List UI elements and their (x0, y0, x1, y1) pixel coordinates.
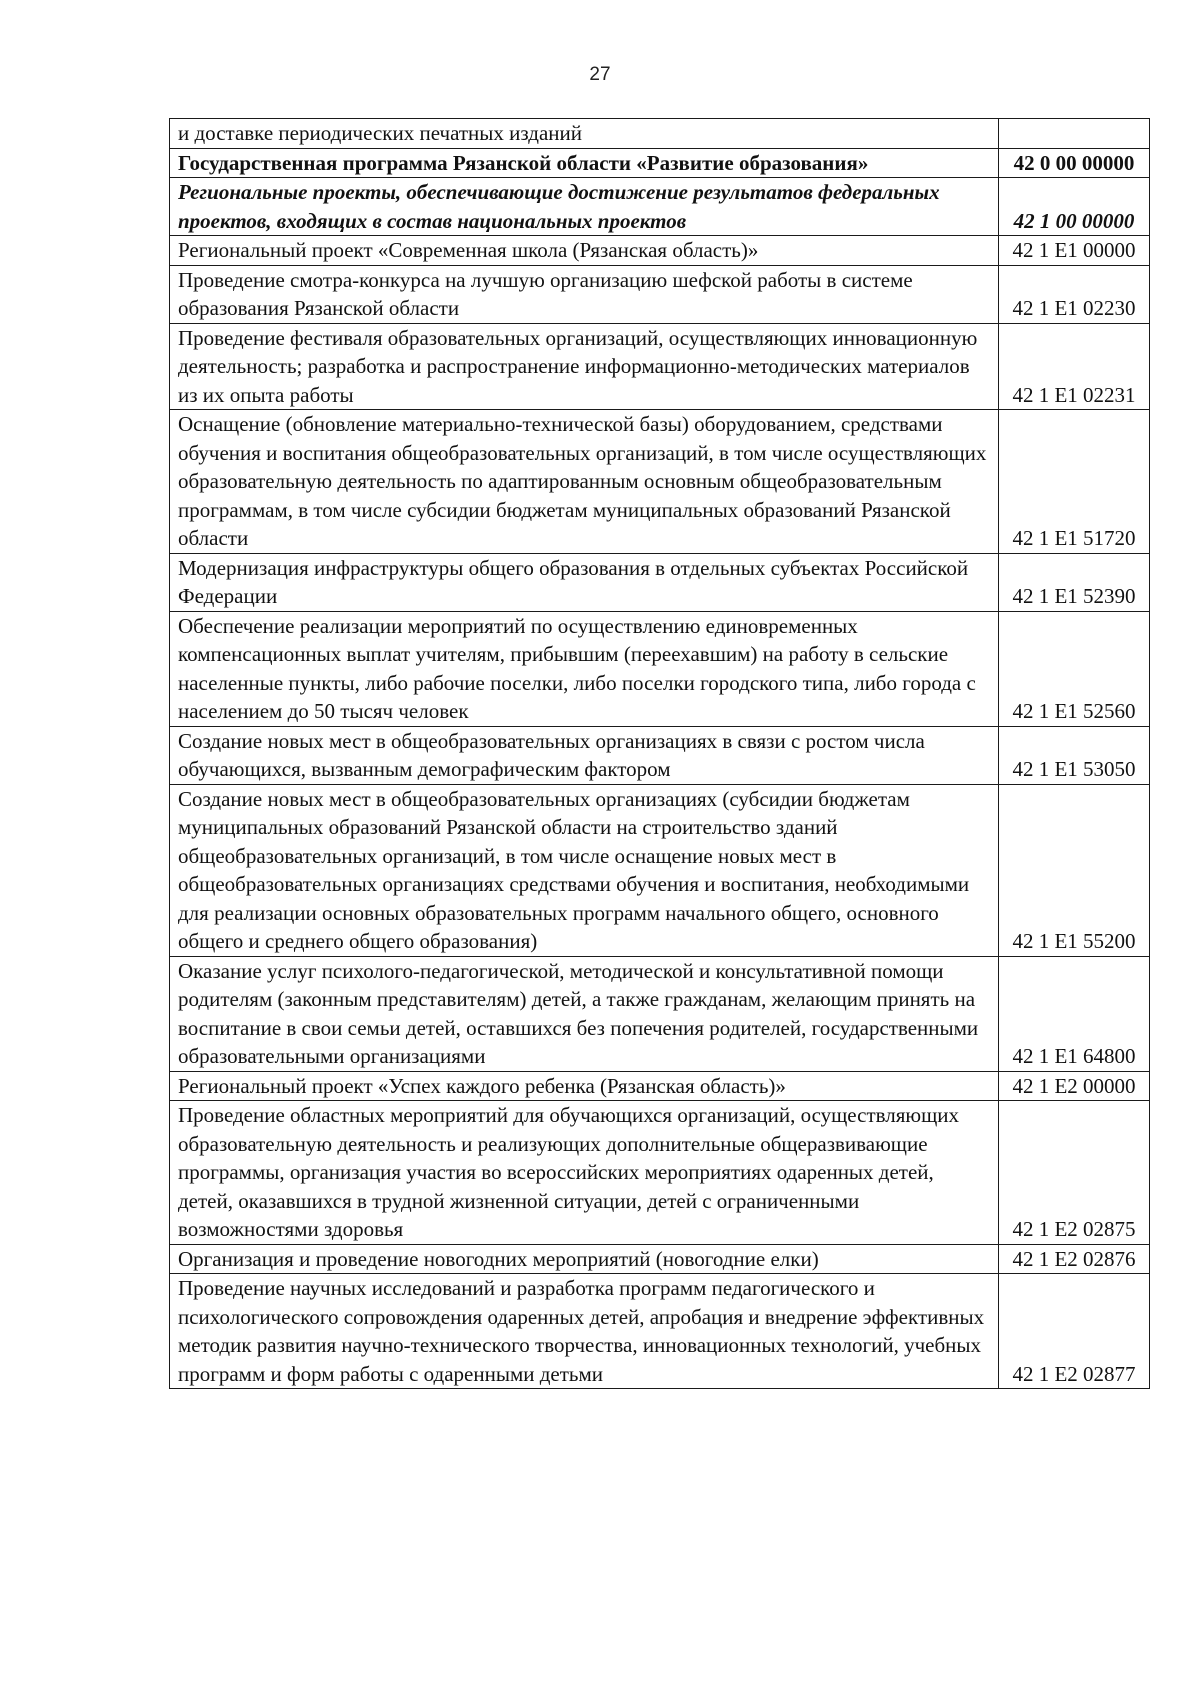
table-row (170, 1244, 1150, 1274)
row-name: и доставке периодических печатных изданий (170, 119, 999, 149)
table-row (170, 265, 1150, 323)
row-name: Проведение областных мероприятий для обучающихся организаций, осуществляющих образовательную деятельность и реализующих дополнительные общеразвивающие программы, организация участия во всероссийских мероприятиях одаренных детей, детей, оказавшихся в трудной жизненной ситуации, детей с ограниченными возможностями здоровья (170, 1101, 999, 1245)
table-row (170, 410, 1150, 554)
row-code: 42 1 E1 52560 (999, 611, 1150, 726)
row-name: Оснащение (обновление материально-технической базы) оборудованием, средствами обучения и воспитания общеобразовательных организаций, в том числе осуществляющих образовательную деятельность по адаптированным основным общеобразовательным программам, в том числе субсидии бюджетам муниципальных образований Рязанской области (170, 410, 999, 554)
row-code: 42 1 E1 51720 (999, 410, 1150, 554)
table-row (170, 726, 1150, 784)
table-row (170, 784, 1150, 956)
table-row (170, 1274, 1150, 1389)
row-name: Государственная программа Рязанской области «Развитие образования» (170, 148, 999, 178)
row-name: Проведение смотра-конкурса на лучшую организацию шефской работы в системе образования Рязанской области (170, 265, 999, 323)
row-name: Региональные проекты, обеспечивающие достижение результатов федеральных проектов, входящих в состав национальных проектов (170, 178, 999, 236)
row-code: 42 1 E2 00000 (999, 1071, 1150, 1101)
table-row (170, 611, 1150, 726)
row-name: Создание новых мест в общеобразовательных организациях (субсидии бюджетам муниципальных образований Рязанской области на строительство зданий общеобразовательных организаций, в том числе оснащение новых мест в общеобразовательных организациях средствами обучения и воспитания, необходимыми для реализации основных образовательных программ начального общего, основного общего и среднего общего образования) (170, 784, 999, 956)
row-code: 42 1 E2 02877 (999, 1274, 1150, 1389)
table-row (170, 956, 1150, 1071)
row-name: Региональный проект «Современная школа (Рязанская область)» (170, 236, 999, 266)
row-code: 42 1 E1 53050 (999, 726, 1150, 784)
row-name: Модернизация инфраструктуры общего образования в отдельных субъектах Российской Федерации (170, 553, 999, 611)
table-row (170, 1071, 1150, 1101)
row-code: 42 1 E2 02875 (999, 1101, 1150, 1245)
table-row (170, 236, 1150, 266)
table-row (170, 323, 1150, 410)
row-code: 42 1 E1 64800 (999, 956, 1150, 1071)
table-row (170, 178, 1150, 236)
page-number: 27 (589, 64, 611, 85)
row-code: 42 0 00 00000 (999, 148, 1150, 178)
row-name: Оказание услуг психолого-педагогической, методической и консультативной помощи родителям (законным представителям) детей, а также гражданам, желающим принять на воспитание в свои семьи детей, оставшихся без попечения родителей, государственными образовательными организациями (170, 956, 999, 1071)
row-name: Проведение научных исследований и разработка программ педагогического и психологического сопровождения одаренных детей, апробация и внедрение эффективных методик развития научно-технического творчества, инновационных технологий, учебных программ и форм работы с одаренными детьми (170, 1274, 999, 1389)
row-name: Региональный проект «Успех каждого ребенка (Рязанская область)» (170, 1071, 999, 1101)
row-code (999, 119, 1150, 149)
row-name: Обеспечение реализации мероприятий по осуществлению единовременных компенсационных выплат учителям, прибывшим (переехавшим) на работу в сельские населенные пункты, либо рабочие поселки, либо поселки городского типа, либо города с населением до 50 тысяч человек (170, 611, 999, 726)
table-row (170, 1101, 1150, 1245)
row-code: 42 1 E2 02876 (999, 1244, 1150, 1274)
row-name: Создание новых мест в общеобразовательных организациях в связи с ростом числа обучающихся, вызванным демографическим фактором (170, 726, 999, 784)
budget-classification-table (169, 118, 1150, 1389)
row-code: 42 1 E1 02230 (999, 265, 1150, 323)
table-row (170, 119, 1150, 149)
row-code: 42 1 E1 00000 (999, 236, 1150, 266)
row-code: 42 1 E1 52390 (999, 553, 1150, 611)
row-code: 42 1 E1 02231 (999, 323, 1150, 410)
row-name: Организация и проведение новогодних мероприятий (новогодние елки) (170, 1244, 999, 1274)
row-name: Проведение фестиваля образовательных организаций, осуществляющих инновационную деятельность; разработка и распространение информационно-методических материалов из их опыта работы (170, 323, 999, 410)
row-code: 42 1 00 00000 (999, 178, 1150, 236)
row-code: 42 1 E1 55200 (999, 784, 1150, 956)
table-row (170, 553, 1150, 611)
table-row (170, 148, 1150, 178)
